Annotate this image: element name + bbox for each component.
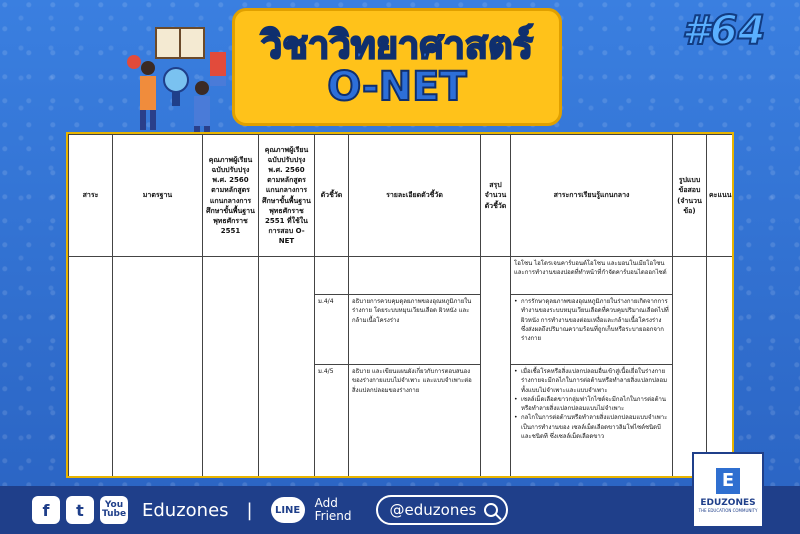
column-header: รายละเอียดตัวชี้วัด <box>349 135 481 257</box>
indicator-code-cell <box>315 257 349 478</box>
students-books-illustration <box>118 22 228 134</box>
column-header: มาตรฐาน <box>113 135 203 257</box>
page-subtitle: O-NET <box>327 63 467 110</box>
handle-search-pill[interactable] <box>376 495 509 525</box>
table-cell <box>259 257 315 478</box>
list-item: • เมื่อเชื้อโรคหรือสิ่งแปลกปลอมอื่นเข้าสู่เนื้อเยื่อในร่างกาย ร่างกายจะมีกลไกในการต่อต้านหรือทำลายสิ่งแปลกปลอมทั้งแบบไม่จำเพาะและแบบจำเพาะ <box>514 368 668 394</box>
column-header: คะแนน <box>707 135 733 257</box>
table-cell <box>69 257 113 478</box>
table-cell <box>481 257 511 478</box>
core-content-item: โอโซน ไฮโดรเจนคาร์บอนต์โอโซน และมอนโนเมียโอโซน และการทำงานของปอดที่ทำหน้าที่กำจัดคาร์บอนไดออกไซด์ <box>511 257 672 295</box>
eduzones-logo <box>692 452 764 528</box>
divider: | <box>246 499 253 521</box>
logo-mark: E <box>716 468 740 494</box>
social-footer <box>0 486 800 534</box>
column-header: สาระการเรียนรู้แกนกลาง <box>511 135 673 257</box>
core-content-block <box>511 365 672 477</box>
indicator-code: ม.4/5 <box>318 368 334 375</box>
indicator-code <box>315 257 348 295</box>
indicator-detail: อธิบายการควบคุมดุลยภาพของอุณหภูมิภายในร่างกาย โดยระบบหมุนเวียนเลือด ผิวหนัง และกล้ามเนื้อโครงร่าง <box>349 295 480 365</box>
list-item: • เซลล์เม็ดเลือดขาวกลุ่มฟาโกไซต์จะมีกลไกในการต่อต้านหรือทำลายสิ่งแปลกปลอมแบบไม่จำเพาะ <box>514 395 666 413</box>
title-banner <box>232 8 562 126</box>
page-title: วิชาวิทยาศาสตร์ <box>260 23 534 68</box>
table-cell <box>113 257 203 478</box>
search-icon <box>484 503 498 517</box>
core-content-cell <box>511 257 673 478</box>
table-header-row <box>69 135 733 257</box>
indicator-detail <box>349 257 480 295</box>
list-item: • กลไกในการต่อต้านหรือทำลายสิ่งแปลกปลอมแบบจำเพาะเป็นการทำงานของ เซลล์เม็ดเลือดขาวลิมโฟไซต์ชนิดบีและชนิดที ซึ่งเซลล์เม็ดเลือดขาว <box>514 414 668 441</box>
column-header: คุณภาพผู้เรียน ฉบับปรับปรุง พ.ศ. 2560 ตามหลักสูตรแกนกลางการศึกษาขั้นพื้นฐาน พุทธศักราช 2551 ที่ใช้ในการสอบ O-NET <box>259 135 315 257</box>
curriculum-table <box>68 134 733 478</box>
table-cell <box>707 257 733 478</box>
column-header: สาระ <box>69 135 113 257</box>
table-row <box>69 257 733 478</box>
curriculum-table-document <box>66 132 734 478</box>
core-content-block <box>511 295 672 365</box>
table-cell <box>203 257 259 478</box>
issue-number: #64 <box>682 8 766 54</box>
list-item: • การรักษาดุลยภาพของอุณหภูมิภายในร่างกายเกิดจากการทำงานของระบบหมุนเวียนเลือดที่ควบคุมปริมาณเลือดไปที่ผิวหนัง การทำงานของต่อมเหงื่อและกล้ามเนื้อโครงร่าง ซึ่งส่งผลถึงปริมาณความร้อนที่ถูกเก็บหรือระบายออกจากร่างกาย <box>514 298 669 343</box>
brand-name: Eduzones <box>142 499 229 521</box>
add-friend-label[interactable]: Add Friend <box>314 495 352 523</box>
twitter-icon[interactable]: t <box>66 496 94 524</box>
column-header: สรุปจำนวนตัวชี้วัด <box>481 135 511 257</box>
indicator-detail-cell <box>349 257 481 478</box>
table-cell <box>673 257 707 478</box>
column-header: คุณภาพผู้เรียน ฉบับปรับปรุง พ.ศ. 2560 ตามหลักสูตรแกนกลางการศึกษาขั้นพื้นฐาน พุทธศักราช 2551 <box>203 135 259 257</box>
indicator-detail: อธิบาย และเขียนแผนผังเกี่ยวกับการตอบสนองของร่างกายแบบไม่จำเพาะ และแบบจำเพาะต่อสิ่งแปลกปลอมของร่างกาย <box>352 368 472 394</box>
logo-name: EDUZONES <box>700 497 756 508</box>
line-icon[interactable]: LINE <box>271 497 305 523</box>
facebook-icon[interactable]: f <box>32 496 60 524</box>
indicator-code: ม.4/4 <box>315 295 348 365</box>
logo-tagline: THE EDUCATION COMMUNITY <box>698 507 758 513</box>
handle-text: @eduzones <box>389 501 477 519</box>
youtube-icon[interactable]: You Tube <box>100 496 128 524</box>
column-header: รูปแบบข้อสอบ (จำนวนข้อ) <box>673 135 707 257</box>
column-header: ตัวชี้วัด <box>315 135 349 257</box>
